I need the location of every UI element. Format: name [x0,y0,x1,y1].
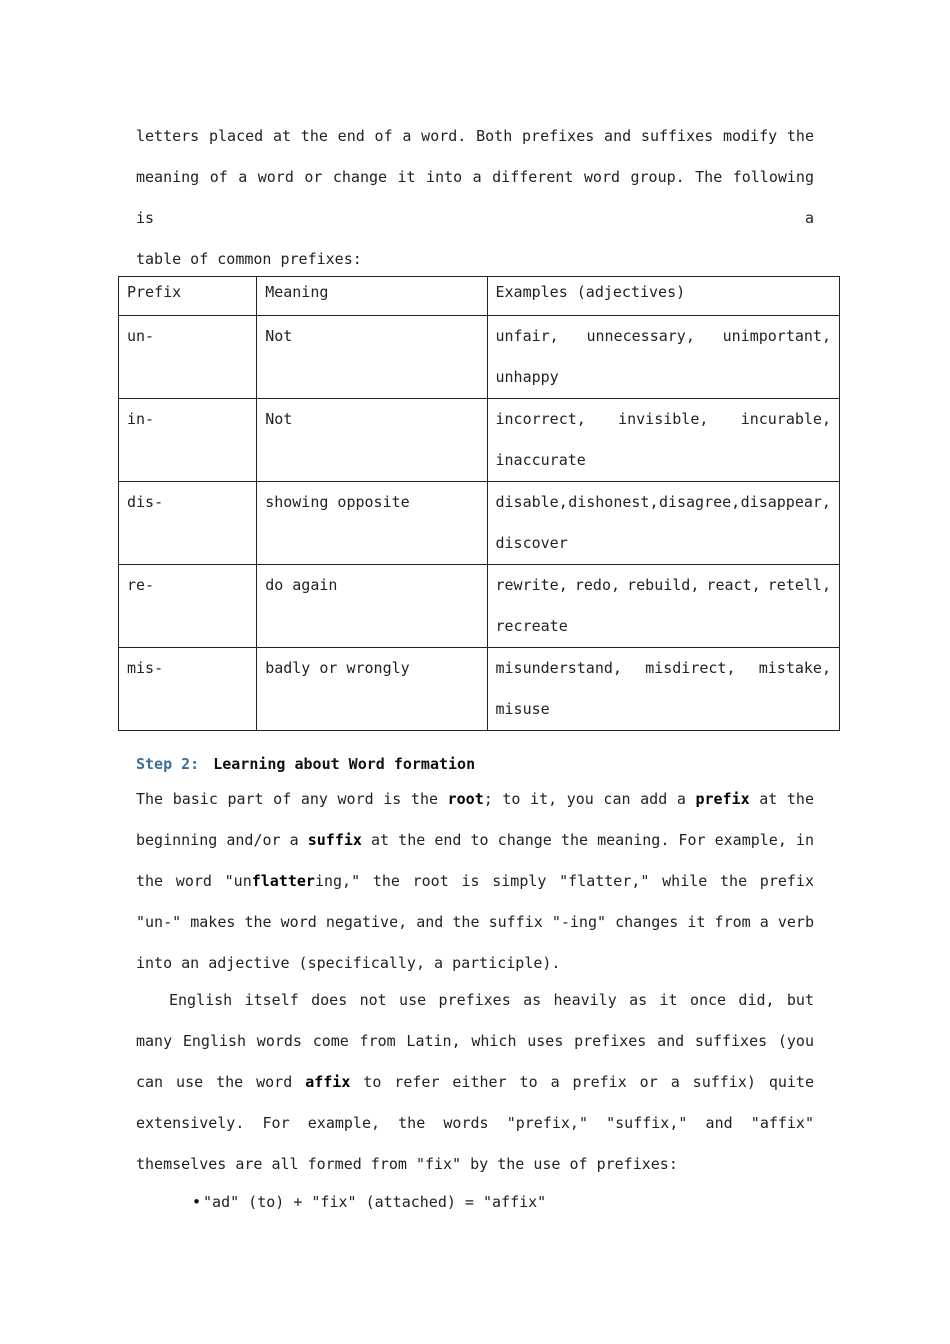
text-run: at the beginning and/or a [136,790,814,849]
cell-examples [487,399,840,482]
cell-meaning: do again [257,565,487,648]
intro-line-1 [136,116,814,157]
example-word: recreate [495,617,568,635]
example-word: unnecessary, [586,327,695,345]
example-word: unfair, [495,327,559,345]
prefix-table [118,276,840,731]
intro-line-3: table of common prefixes: [136,250,362,268]
cell-meaning: showing opposite [257,482,487,565]
examples-line [496,648,832,689]
word-formation-paragraph [136,779,814,984]
example-word: dishonest, [568,493,659,511]
example-word: unhappy [495,368,559,386]
term-prefix: prefix [695,790,750,808]
table-row [119,648,840,731]
text-run: at the end to change the meaning. For example, in the word "un [136,831,814,890]
step-title: Learning about Word formation [213,755,476,773]
cell-examples [487,482,840,565]
intro-paragraph [136,116,814,280]
cell-prefix: in- [119,399,257,482]
example-word: mistake, [758,659,831,677]
example-word: misdirect, [645,659,736,677]
step-label: Step 2: [136,755,200,773]
example-word: rebuild, [627,576,700,594]
example-word: incorrect, [495,410,586,428]
latin-paragraph [136,980,814,1185]
step-heading [136,752,475,776]
example-word: discover [495,534,568,552]
example-word: redo, [574,576,621,594]
example-word: react, [706,576,761,594]
intro-line-2: meaning of a word or change it into a different word group. The following is a [136,168,814,227]
header-meaning: Meaning [257,277,487,316]
example-word: disappear, [740,493,831,511]
text-run: to refer either to a prefix or a suffix) quite extensively. For example, the words "prefix," "suffix," and "affix" themselves are all formed from "fix" by the use of prefixes: [136,1073,814,1173]
text-run: ; to it, you can add a [483,790,696,808]
cell-prefix: re- [119,565,257,648]
text-run: English itself does not use prefixes as heavily as it once did, but many English words come from Latin, which uses prefixes and suffixes (you can use the word [136,991,814,1091]
cell-prefix: mis- [119,648,257,731]
example-word: unimportant, [722,327,831,345]
cell-meaning: Not [257,399,487,482]
term-suffix: suffix [307,831,362,849]
cell-prefix: un- [119,316,257,399]
cell-meaning: Not [257,316,487,399]
table-row [119,565,840,648]
example-word: retell, [767,576,831,594]
example-word: disable, [495,493,568,511]
example-word: incurable, [740,410,831,428]
text-run: ing," the root is simply "flatter," while the prefix "un-" makes the word negative, and the suffix "-ing" changes it from a verb into an adjective (specifically, a participle). [136,872,814,972]
example-word: inaccurate [495,451,586,469]
examples-line [496,399,832,440]
text-run: The basic part of any word is the [136,790,448,808]
cell-meaning: badly or wrongly [257,648,487,731]
header-examples: Examples (adjectives) [487,277,840,316]
example-word: disagree, [658,493,741,511]
examples-line [496,316,832,357]
list-item-text: "ad" (to) + "fix" (attached) = "affix" [203,1193,547,1211]
table-row [119,316,840,399]
table-header-row [119,277,840,316]
examples-line [496,482,832,523]
example-word: rewrite, [495,576,568,594]
example-word: misunderstand, [495,659,622,677]
example-word: misuse [495,700,550,718]
cell-examples [487,316,840,399]
header-prefix: Prefix [119,277,257,316]
term-affix: affix [305,1073,351,1091]
cell-examples [487,648,840,731]
cell-prefix: dis- [119,482,257,565]
list-item [192,1190,546,1214]
table-row [119,399,840,482]
cell-examples [487,565,840,648]
intro-line-1-text: letters placed at the end of a word. Both prefixes and suffixes modify the [136,127,814,145]
term-flatter: flatter [251,872,315,890]
examples-line [496,565,832,606]
bullet-icon: • [192,1193,202,1211]
term-root: root [447,790,484,808]
table-row [119,482,840,565]
example-word: invisible, [618,410,709,428]
